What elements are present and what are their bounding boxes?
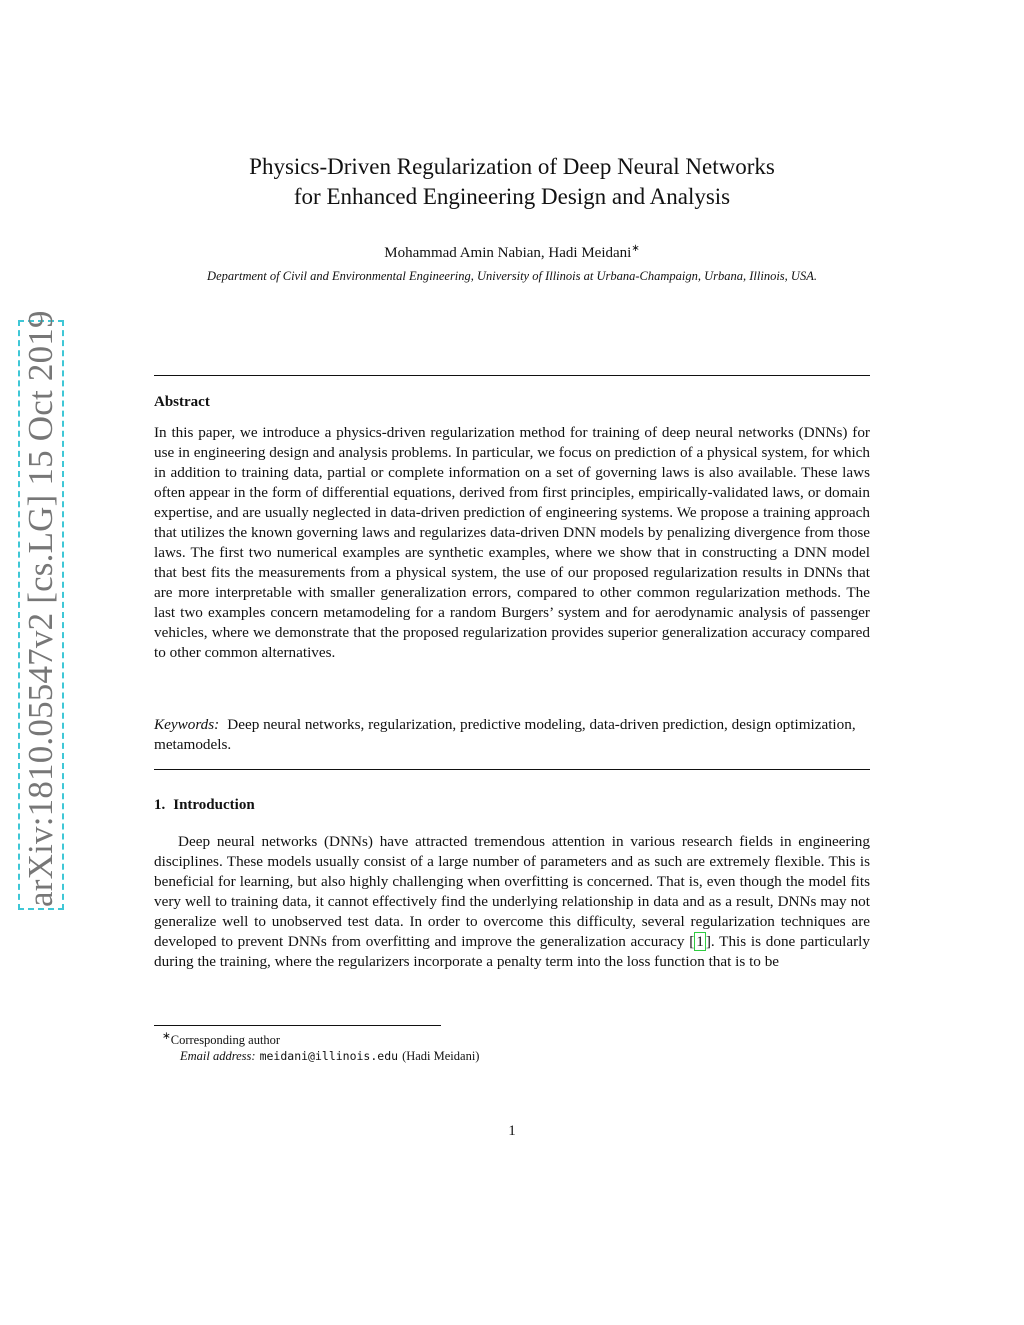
arxiv-identifier[interactable]: arXiv:1810.05547v2 [cs.LG] 15 Oct 2019 [21, 310, 60, 907]
title-line-1: Physics-Driven Regularization of Deep Neural Networks [249, 154, 775, 179]
abstract-bottom-rule [154, 769, 870, 770]
footnote-text: Corresponding author [170, 1033, 281, 1048]
email-label: Email address: [180, 1049, 256, 1064]
abstract-top-rule [154, 375, 870, 376]
authors-text: Mohammad Amin Nabian, Hadi Meidani [384, 245, 632, 261]
section-number: 1. [154, 797, 166, 813]
abstract-heading: Abstract [154, 394, 210, 410]
introduction-body [154, 832, 870, 972]
page-number: 1 [508, 1123, 516, 1139]
affiliation: Department of Civil and Environmental Engineering, University of Illinois at Urbana-Champaign, Urbana, Illinois, USA. [207, 269, 817, 283]
author-list [154, 239, 870, 263]
email-address[interactable]: meidani@illinois.edu [259, 1049, 399, 1064]
corresponding-author-mark: ∗ [631, 243, 640, 254]
title-line-2: for Enhanced Engineering Design and Analysis [293, 184, 731, 209]
footnote-rule [154, 1025, 441, 1026]
keywords-text: Deep neural networks, regularization, predictive modeling, data-driven prediction, design optimization, metamodels. [154, 716, 856, 753]
footnote-line-1 [162, 1029, 479, 1048]
section-heading-introduction [154, 797, 255, 814]
intro-text-part-2: ]. This is done particularly during the training, where the regularizers incorporate a penalty term into the loss function that is to be [154, 933, 870, 970]
footnote-line-2 [180, 1048, 479, 1064]
footnote-mark: ∗ [162, 1031, 171, 1042]
citation-link[interactable]: 1 [696, 933, 704, 950]
footnote [162, 1029, 479, 1064]
section-title: Introduction [173, 797, 255, 813]
keywords [154, 715, 870, 755]
paper-title [154, 152, 870, 212]
abstract-body: In this paper, we introduce a physics-driven regularization method for training of deep neural networks (DNNs) for use in engineering design and analysis problems. In particular, we focus on prediction of a physical system, for which in addition to training data, partial or complete information on a set of governing laws is also available. These laws often appear in the form of differential equations, derived from first principles, empirically-validated laws, or domain expertise, and are usually neglected in data-driven prediction of engineering systems. We propose a training approach that utilizes the known governing laws and regularizes data-driven DNN models by penalizing divergence from those laws. The first two numerical examples are synthetic examples, where we show that in constructing a DNN model that best fits the measurements from a physical system, the use of our proposed regularization results in DNNs that are more interpretable with smaller generalization errors, compared to other common regularization methods. The last two examples concern metamodeling for a random Burgers’ system and for aerodynamic analysis of passenger vehicles, where we demonstrate that the proposed regularization provides superior generalization accuracy compared to other common alternatives. [154, 424, 870, 661]
intro-text-part-1: Deep neural networks (DNNs) have attracted tremendous attention in various research fields in engineering disciplines. These models usually consist of a large number of parameters and as such are extremely flexible. This is beneficial for learning, but also highly challenging when overfitting is concerned. That is, even though the model fits very well to training data, it cannot effectively find the underlying relationship in data and as a result, DNNs may not generalize well to unobserved test data. In order to overcome this difficulty, several regularization techniques are developed to prevent DNNs from overfitting and improve the generalization accuracy [ [154, 833, 870, 950]
keywords-label: Keywords: [154, 716, 220, 733]
email-owner: (Hadi Meidani) [402, 1049, 480, 1064]
